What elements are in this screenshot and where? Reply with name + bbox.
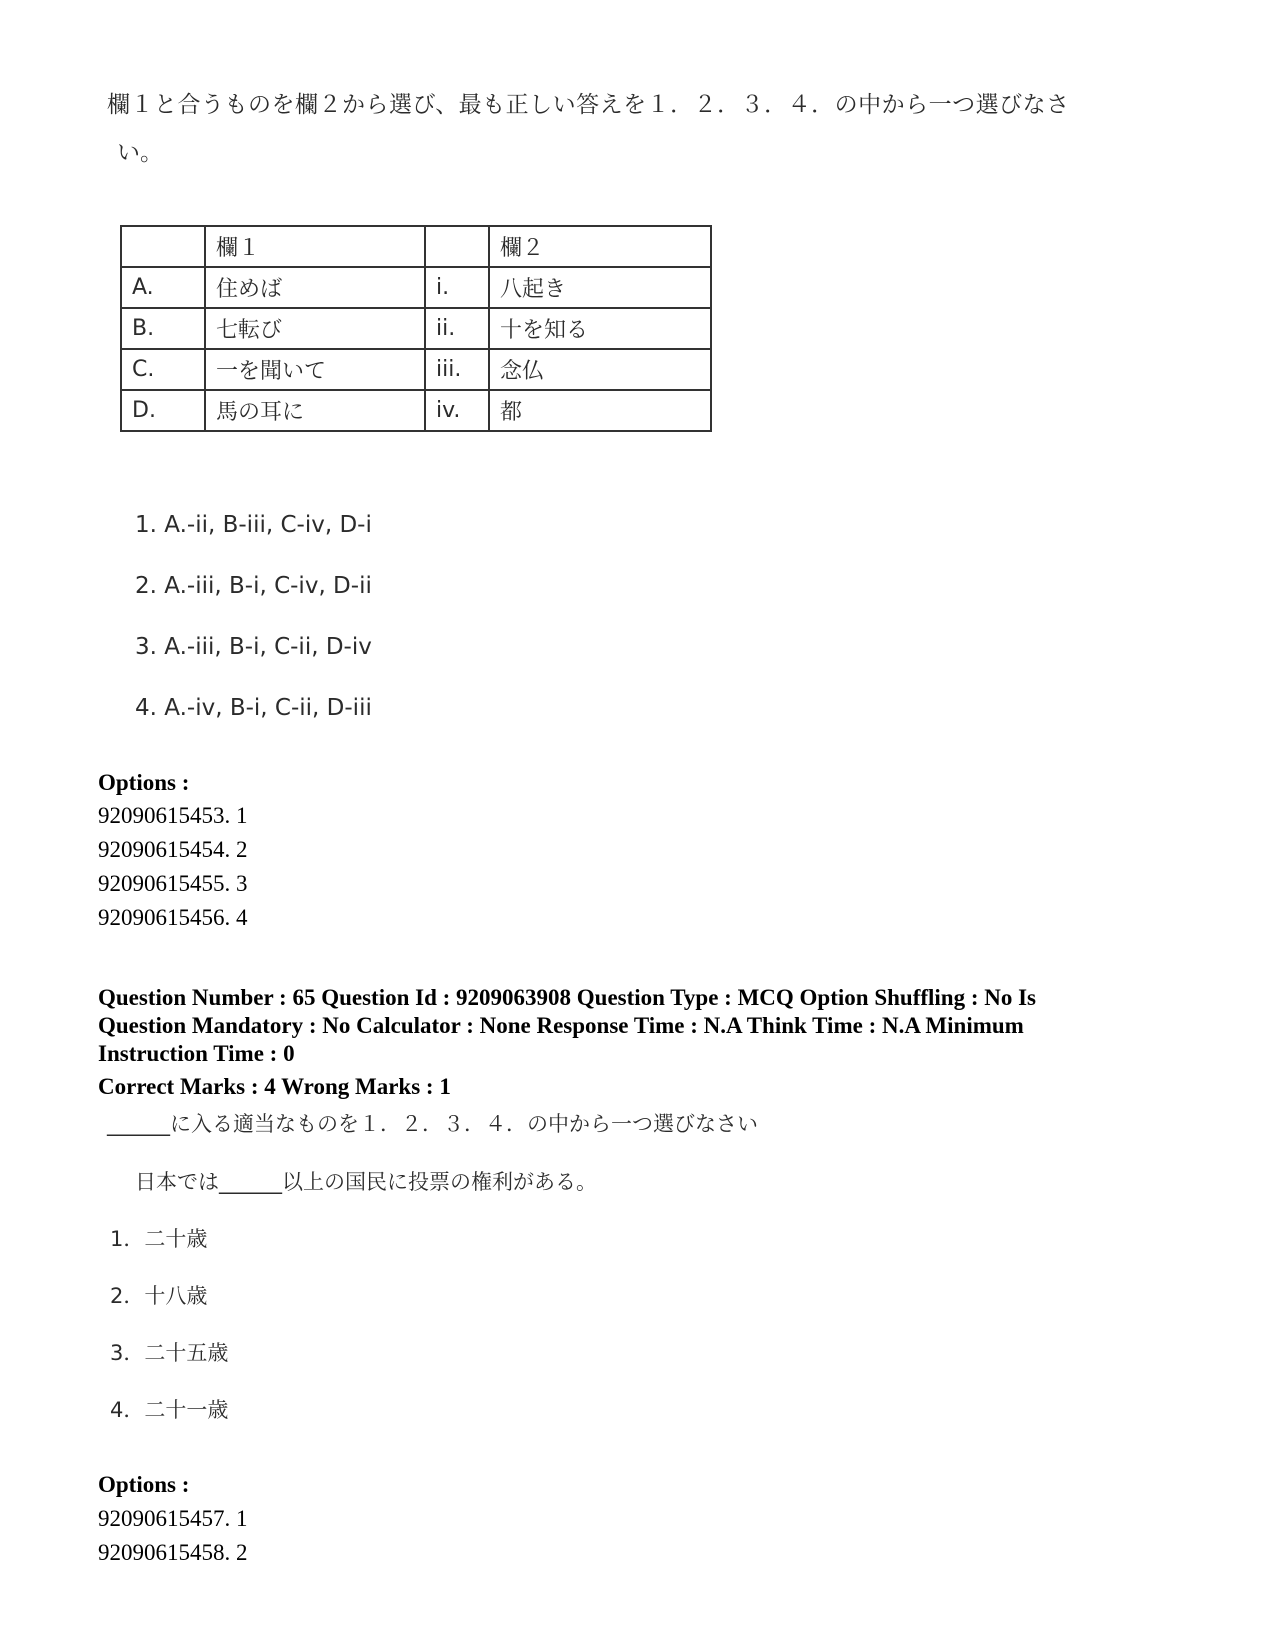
question-instruction: ______に入る適当なものを１．２．３．４．の中から一つ選びなさい — [107, 1112, 758, 1136]
answer-choice-4: 4. A.-iv, B-i, C-ii, D-iii — [135, 695, 372, 721]
table-cell — [121, 226, 205, 267]
column-1-cell: 住めば — [205, 267, 425, 308]
question-marks: Correct Marks : 4 Wrong Marks : 1 — [98, 1074, 451, 1099]
row-label: D. — [121, 390, 205, 431]
column-1-cell: 七転び — [205, 308, 425, 349]
column-2-cell: 八起き — [489, 267, 711, 308]
answer-choice-3: 3．二十五歳 — [110, 1341, 229, 1365]
table-cell — [425, 226, 489, 267]
option-line: 92090615455. 3 — [98, 871, 248, 896]
option-line: 92090615456. 4 — [98, 905, 248, 930]
question-meta: Instruction Time : 0 — [98, 1041, 295, 1066]
answer-choice-1: 1. A.-ii, B-iii, C-iv, D-i — [135, 512, 372, 538]
answer-choice-2: 2．十八歳 — [110, 1284, 208, 1308]
row-numeral: ii. — [425, 308, 489, 349]
option-line: 92090615453. 1 — [98, 803, 248, 828]
row-label: C. — [121, 349, 205, 390]
column-2-cell: 念仏 — [489, 349, 711, 390]
table-header-row — [121, 226, 711, 267]
question-instruction-continuation: い。 — [117, 140, 163, 166]
row-numeral: iii. — [425, 349, 489, 390]
column-1-header: 欄１ — [205, 226, 425, 267]
table-row — [121, 390, 711, 431]
table-row — [121, 349, 711, 390]
row-numeral: i. — [425, 267, 489, 308]
column-2-cell: 都 — [489, 390, 711, 431]
table-row — [121, 267, 711, 308]
answer-choice-2: 2. A.-iii, B-i, C-iv, D-ii — [135, 573, 372, 599]
row-label: A. — [121, 267, 205, 308]
row-numeral: iv. — [425, 390, 489, 431]
options-heading: Options : — [98, 770, 190, 795]
option-line: 92090615457. 1 — [98, 1506, 248, 1531]
answer-choice-3: 3. A.-iii, B-i, C-ii, D-iv — [135, 634, 372, 660]
question-meta: Question Number : 65 Question Id : 9209063908 Question Type : MCQ Option Shuffling : No Is — [98, 985, 1037, 1010]
table-row — [121, 308, 711, 349]
question-meta: Question Mandatory : No Calculator : None Response Time : N.A Think Time : N.A Minimum — [98, 1013, 1024, 1038]
options-heading: Options : — [98, 1472, 190, 1497]
option-line: 92090615458. 2 — [98, 1540, 248, 1565]
answer-choice-4: 4．二十一歳 — [110, 1398, 229, 1422]
column-2-cell: 十を知る — [489, 308, 711, 349]
matching-table — [120, 225, 712, 432]
answer-choice-1: 1．二十歳 — [110, 1227, 208, 1251]
column-2-header: 欄２ — [489, 226, 711, 267]
column-1-cell: 一を聞いて — [205, 349, 425, 390]
row-label: B. — [121, 308, 205, 349]
column-1-cell: 馬の耳に — [205, 390, 425, 431]
option-line: 92090615454. 2 — [98, 837, 248, 862]
question-instruction: 欄１と合うものを欄２から選び、最も正しい答えを１．２．３．４．の中から一つ選びなさ — [107, 92, 1070, 118]
question-sentence: 日本では______以上の国民に投票の権利がある。 — [135, 1170, 597, 1194]
